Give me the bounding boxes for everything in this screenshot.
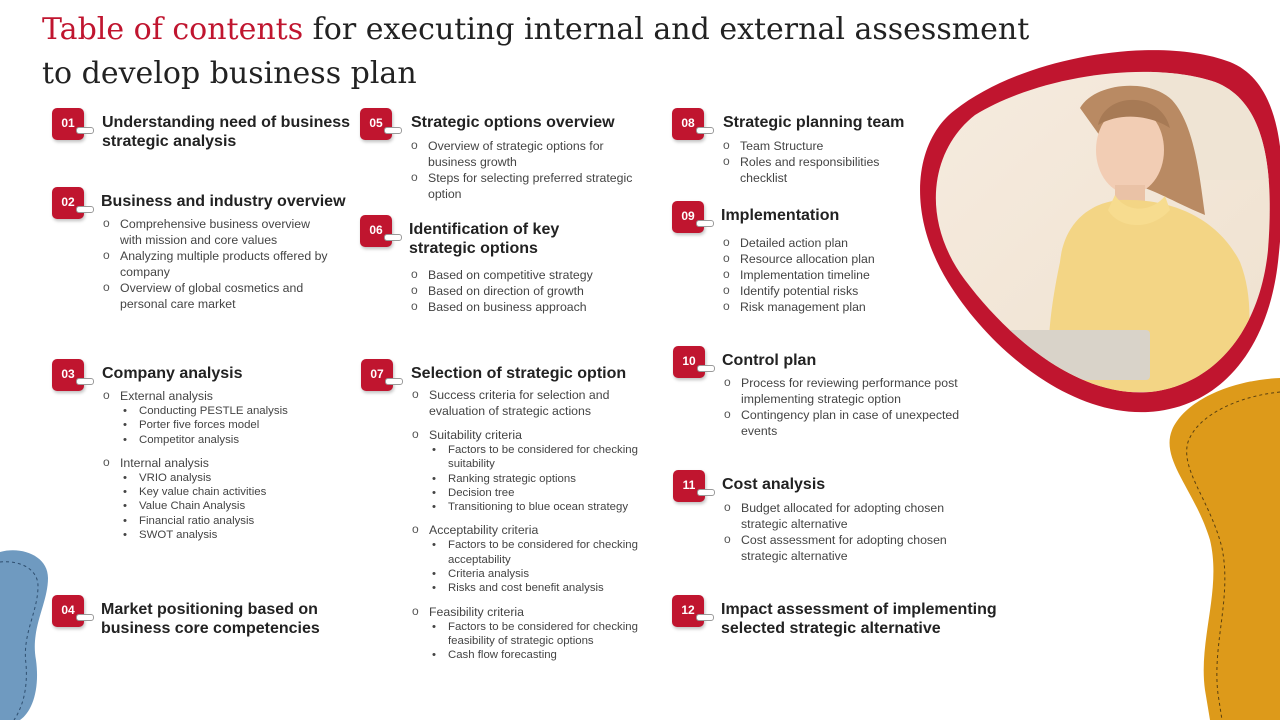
sub-item-list bbox=[120, 471, 336, 542]
sub-list-item: • Factors to be considered for checking acceptability bbox=[429, 538, 660, 567]
section-number: 11 bbox=[682, 478, 696, 492]
section-number-badge bbox=[673, 470, 705, 502]
list-item: o Identify potential risks bbox=[721, 283, 921, 299]
pin-icon bbox=[384, 234, 402, 241]
pin-icon bbox=[385, 378, 403, 385]
section-heading: Impact assessment of implementing selected strategic alternative bbox=[721, 601, 997, 637]
list-item: o Contingency plan in case of unexpected events bbox=[722, 407, 962, 439]
section-heading: Cost analysis bbox=[722, 476, 826, 493]
sub-item-list bbox=[429, 538, 660, 595]
list-item: o Risk management plan bbox=[721, 299, 921, 315]
section-item-list bbox=[721, 138, 901, 186]
page-title bbox=[42, 8, 1032, 96]
list-item: o Overview of strategic options for business growth bbox=[409, 138, 634, 170]
photo-woman-image bbox=[900, 50, 1280, 410]
sub-list-item: • Risks and cost benefit analysis bbox=[429, 581, 660, 595]
section-number-badge bbox=[52, 359, 84, 391]
section-item-list bbox=[101, 216, 331, 312]
pin-icon bbox=[697, 365, 715, 372]
section-number-badge bbox=[52, 187, 84, 219]
pin-icon bbox=[696, 614, 714, 621]
sub-item-list bbox=[429, 620, 660, 663]
list-item-text: Acceptability criteria bbox=[429, 523, 539, 538]
section-item-list bbox=[722, 375, 962, 439]
section-heading: Business and industry overview bbox=[101, 193, 346, 210]
section-heading: Strategic options overview bbox=[411, 114, 615, 131]
section-number: 02 bbox=[61, 195, 75, 209]
section-heading: Understanding need of business strategic analysis bbox=[102, 114, 351, 150]
sub-list-item: • Transitioning to blue ocean strategy bbox=[429, 500, 660, 514]
list-item: o Success criteria for selection and evaluation of strategic actions bbox=[410, 387, 660, 419]
section-number: 12 bbox=[681, 603, 695, 617]
pin-icon bbox=[76, 127, 94, 134]
list-item: o Analyzing multiple products offered by company bbox=[101, 248, 331, 280]
sub-list-item: • Ranking strategic options bbox=[429, 472, 660, 486]
section-heading: Strategic planning team bbox=[723, 114, 905, 131]
list-item bbox=[101, 455, 336, 542]
section-item-list bbox=[410, 387, 660, 665]
section-item-list bbox=[722, 500, 967, 564]
section-number: 03 bbox=[61, 367, 75, 381]
list-item: o Resource allocation plan bbox=[721, 251, 921, 267]
sub-list-item: • Competitor analysis bbox=[120, 433, 336, 447]
list-item bbox=[410, 427, 660, 514]
list-item: o Steps for selecting preferred strategic option bbox=[409, 170, 634, 202]
sub-list-item: • VRIO analysis bbox=[120, 471, 336, 485]
list-item: o Team Structure bbox=[721, 138, 901, 154]
sub-list-item: • SWOT analysis bbox=[120, 528, 336, 542]
sub-list-item: • Key value chain activities bbox=[120, 485, 336, 499]
sub-list-item: • Value Chain Analysis bbox=[120, 499, 336, 513]
section-heading: Company analysis bbox=[102, 365, 243, 382]
section-item-list bbox=[101, 388, 336, 544]
section-heading: Selection of strategic option bbox=[411, 365, 627, 382]
list-item: o Roles and responsibilities checklist bbox=[721, 154, 901, 186]
sub-list-item: • Factors to be considered for checking suitability bbox=[429, 443, 660, 472]
sub-item-list bbox=[429, 443, 660, 514]
list-item: o Overview of global cosmetics and personal care market bbox=[101, 280, 331, 312]
gold-blob-shape bbox=[1170, 378, 1280, 720]
section-number-badge bbox=[672, 201, 704, 233]
section-number: 07 bbox=[370, 367, 384, 381]
list-item-text: Feasibility criteria bbox=[429, 604, 524, 619]
list-item: o Based on business approach bbox=[409, 299, 649, 315]
pin-icon bbox=[696, 127, 714, 134]
list-item-text: External analysis bbox=[120, 389, 213, 403]
list-item bbox=[101, 388, 336, 447]
section-number: 04 bbox=[61, 603, 75, 617]
section-number-badge bbox=[672, 595, 704, 627]
section-item-list bbox=[409, 138, 634, 202]
section-item-list bbox=[409, 267, 649, 315]
list-item: o Process for reviewing performance post implementing strategic option bbox=[722, 375, 962, 407]
list-item bbox=[410, 604, 660, 663]
section-number: 10 bbox=[682, 354, 696, 368]
pin-icon bbox=[696, 220, 714, 227]
sub-list-item: • Financial ratio analysis bbox=[120, 514, 336, 528]
section-heading: Implementation bbox=[721, 207, 840, 224]
list-item: o Implementation timeline bbox=[721, 267, 921, 283]
section-number-badge bbox=[360, 108, 392, 140]
section-number-badge bbox=[361, 359, 393, 391]
sub-list-item: • Factors to be considered for checking feasibility of strategic options bbox=[429, 620, 660, 649]
pin-icon bbox=[697, 489, 715, 496]
list-item-text: Suitability criteria bbox=[429, 428, 522, 442]
blue-blob-shape bbox=[0, 550, 48, 720]
list-item: o Based on competitive strategy bbox=[409, 267, 649, 283]
section-number-badge bbox=[52, 108, 84, 140]
title-accent: Table of contents bbox=[42, 12, 304, 47]
section-number-badge bbox=[360, 215, 392, 247]
section-number-badge bbox=[672, 108, 704, 140]
list-item: o Budget allocated for adopting chosen strategic alternative bbox=[722, 500, 967, 532]
section-item-list bbox=[721, 235, 921, 315]
pin-icon bbox=[384, 127, 402, 134]
section-heading: Control plan bbox=[722, 352, 817, 369]
section-number: 09 bbox=[681, 209, 695, 223]
sub-list-item: • Decision tree bbox=[429, 486, 660, 500]
sub-list-item: • Cash flow forecasting bbox=[429, 648, 660, 662]
section-number: 06 bbox=[369, 223, 383, 237]
pin-icon bbox=[76, 206, 94, 213]
list-item-text: Internal analysis bbox=[120, 455, 209, 470]
list-item: o Detailed action plan bbox=[721, 235, 921, 251]
section-heading: Market positioning based on business core competencies bbox=[101, 601, 320, 637]
sub-item-list bbox=[120, 404, 336, 447]
list-item: o Based on direction of growth bbox=[409, 283, 649, 299]
title-rest: for executing internal and external assessment to develop business plan bbox=[42, 12, 1030, 91]
section-heading: Identification of key strategic options bbox=[409, 221, 560, 257]
section-number: 01 bbox=[61, 116, 75, 130]
list-item bbox=[410, 522, 660, 595]
pin-icon bbox=[76, 614, 94, 621]
section-number: 05 bbox=[369, 116, 383, 130]
list-item: o Comprehensive business overview with mission and core values bbox=[101, 216, 331, 248]
list-item: o Cost assessment for adopting chosen strategic alternative bbox=[722, 532, 967, 564]
sub-list-item: • Criteria analysis bbox=[429, 567, 660, 581]
section-number: 08 bbox=[681, 116, 695, 130]
pin-icon bbox=[76, 378, 94, 385]
section-number-badge bbox=[673, 346, 705, 378]
sub-list-item: • Conducting PESTLE analysis bbox=[120, 404, 336, 418]
section-number-badge bbox=[52, 595, 84, 627]
sub-list-item: • Porter five forces model bbox=[120, 418, 336, 432]
